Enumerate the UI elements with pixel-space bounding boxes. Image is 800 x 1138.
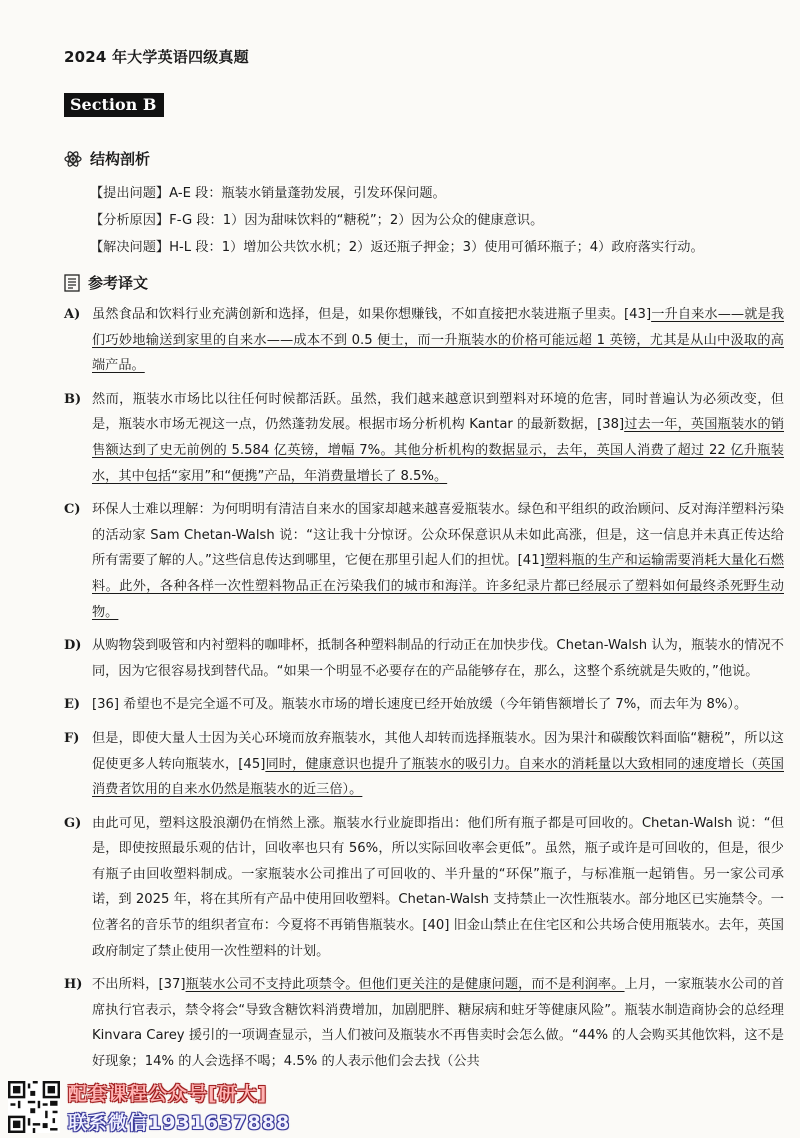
- paragraph-f: [64, 726, 784, 803]
- translation-heading-text: 参考译文: [88, 274, 149, 292]
- paragraph-a: [64, 302, 784, 379]
- paragraph-label: C): [64, 502, 81, 518]
- text-run: 虽然食品和饮料行业充满创新和选择，但是，如果你想赚钱，不如直接把水装进瓶子里卖。[43]: [92, 307, 652, 322]
- paragraph-label: A): [64, 307, 81, 322]
- text-run: [36] 希望也不是完全遥不可及。瓶装水市场的增长速度已经开始放缓（今年销售额增长了 7%，而去年为 8%）。: [92, 697, 748, 713]
- qr-code-icon: [8, 1081, 60, 1133]
- text-run: 由此可见，塑料这股浪潮仍在悄然上涨。瓶装水行业旋即指出：他们所有瓶子都是可回收的。Chetan-Walsh 说：“但是，即使按照最乐观的估计，回收率也只有 56%，所以实际回收率会更低”。虽然，瓶子或许是可回收的，但是，很少有瓶子由回收塑料制成。一家瓶装水公司推出了可回收的、半升量的“环保”瓶子，与标准瓶一起销售。另一家公司承诺，到 2025 年，将在其所有产品中使用回收塑料。Chetan-Walsh 支持禁止一次性瓶装水。部分地区已实施禁令。一位著名的音乐节的组织者宣布：今夏将不再销售瓶装水。[40] 旧金山禁止在住宅区和公共场合使用瓶装水。去年，英国政府制定了禁止使用一次性塑料的计划。: [92, 815, 784, 959]
- underlined-answer-text: 过去一年，英国瓶装水的销售额达到了史无前例的 5.584 亿英镑，增幅 7%。其他分析机构的数据显示，去年，英国人消费了超过 22 亿升瓶装水，其中包括“家用”和“便携”产品，年消费量增长了 8.5%。: [92, 417, 785, 484]
- document-title: 2024 年大学英语四级真题: [64, 48, 249, 66]
- structure-item: 【分析原因】F-G 段：1）因为甜味饮料的“糖税”；2）因为公众的健康意识。: [90, 213, 544, 228]
- underlined-answer-text: 瓶装水公司不支持此项禁令。但他们更关注的是健康问题，而不是利润率。: [185, 977, 625, 993]
- paragraph-text: [92, 302, 784, 379]
- structure-list: [90, 180, 780, 261]
- paragraph-b: [64, 387, 784, 489]
- paragraph-text: [92, 497, 784, 625]
- promo-watermark: [8, 1080, 338, 1134]
- paragraph-text: [92, 811, 784, 965]
- paragraph-text: [92, 633, 784, 684]
- translation-body: [64, 302, 784, 1083]
- paragraph-label: D): [64, 638, 82, 654]
- translation-heading: [64, 272, 148, 293]
- section-label: Section B: [64, 93, 164, 117]
- text-run: 环保人士难以理解：为何明明有清洁自来水的国家却越来越喜爱瓶装水。绿色和平组织的政治顾问、反对海洋塑料污染的活动家 Sam Chetan-Walsh 说：“这让我十分惊讶。公众环保意识从未如此高涨，但是，这一信息并未真正传达给所有需要了解的人。”这些信息传达到哪里，它便在那里引起人们的担忧。[41]: [92, 502, 784, 569]
- paragraph-text: [92, 387, 784, 489]
- paragraph-label: G): [64, 815, 82, 831]
- paragraph-text: [92, 726, 784, 803]
- paragraph-label: H): [64, 977, 83, 993]
- text-run: 然而，瓶装水市场比以往任何时候都活跃。虽然，我们越来越意识到塑料对环境的危害，同时普遍认为必须改变，但是，瓶装水市场无视这一点，仍然蓬勃发展。根据市场分析机构 Kantar 的最新数据，[38]: [92, 391, 784, 433]
- text-run: 从购物袋到吸管和内衬塑料的咖啡杯，抵制各种塑料制品的行动正在加快步伐。Chetan-Walsh 认为，瓶装水的情况不同，因为它很容易找到替代品。“如果一个明显不必要存在的产品能够存在，那么，这整个系统就是失败的，”他说。: [92, 638, 784, 679]
- paragraph-label: F): [64, 730, 80, 746]
- structure-heading: [64, 148, 150, 169]
- paragraph-d: [64, 633, 784, 684]
- document-list-icon: [64, 274, 80, 292]
- paragraph-g: [64, 811, 784, 965]
- watermark-line: 配套课程公众号[研大]: [68, 1083, 268, 1105]
- text-run: 但是，即使大量人士因为关心环境而放弃瓶装水，其他人却转而选择瓶装水。因为果汁和碳酸饮料面临“糖税”，所以这促使更多人转向瓶装水，[45]: [92, 730, 784, 772]
- structure-item: 【解决问题】H-L 段：1）增加公共饮水机；2）返还瓶子押金；3）使用可循环瓶子；4）政府落实行动。: [90, 240, 704, 255]
- text-run: 不出所料，[37]: [92, 977, 186, 993]
- atom-icon: [64, 150, 82, 168]
- text-run: 上月，一家瓶装水公司的首席执行官表示，禁令将会“导致含糖饮料消费增加，加剧肥胖、糖尿病和蛀牙等健康风险”。瓶装水制造商协会的总经理 Kinvara Carey 援引的一项调查显示，当人们被问及瓶装水不再售卖时会怎么做。“44% 的人会购买其他饮料，这不是好现象；14% 的人会选择不喝；4.5% 的人表示他们会去找（公共: [92, 977, 785, 1070]
- paragraph-text: [92, 972, 784, 1074]
- underlined-answer-text: 同时，健康意识也提升了瓶装水的吸引力。自来水的消耗量以大致相同的速度增长（英国消费者饮用的自来水仍然是瓶装水的近三倍）。: [92, 756, 784, 798]
- watermark-line: 联系微信1931637888: [68, 1112, 291, 1134]
- structure-heading-text: 结构剖析: [90, 150, 151, 168]
- underlined-answer-text: 一升自来水——就是我们巧妙地输送到家里的自来水——成本不到 0.5 便士，而一升瓶装水的价格可能远超 1 英镑，尤其是从山中汲取的高端产品。: [92, 307, 785, 374]
- paragraph-text: [92, 692, 784, 718]
- paragraph-c: [64, 497, 784, 625]
- paragraph-e: [64, 692, 784, 718]
- underlined-answer-text: 塑料瓶的生产和运输需要消耗大量化石燃料。此外，各种各样一次性塑料物品正在污染我们的城市和海洋。许多纪录片都已经展示了塑料如何最终杀死野生动物。: [92, 553, 784, 620]
- paragraph-label: B): [64, 391, 82, 407]
- paragraph-h: [64, 972, 784, 1074]
- watermark-text: [68, 1079, 290, 1135]
- paragraph-label: E): [64, 697, 81, 713]
- structure-item: 【提出问题】A-E 段：瓶装水销量蓬勃发展，引发环保问题。: [90, 186, 446, 201]
